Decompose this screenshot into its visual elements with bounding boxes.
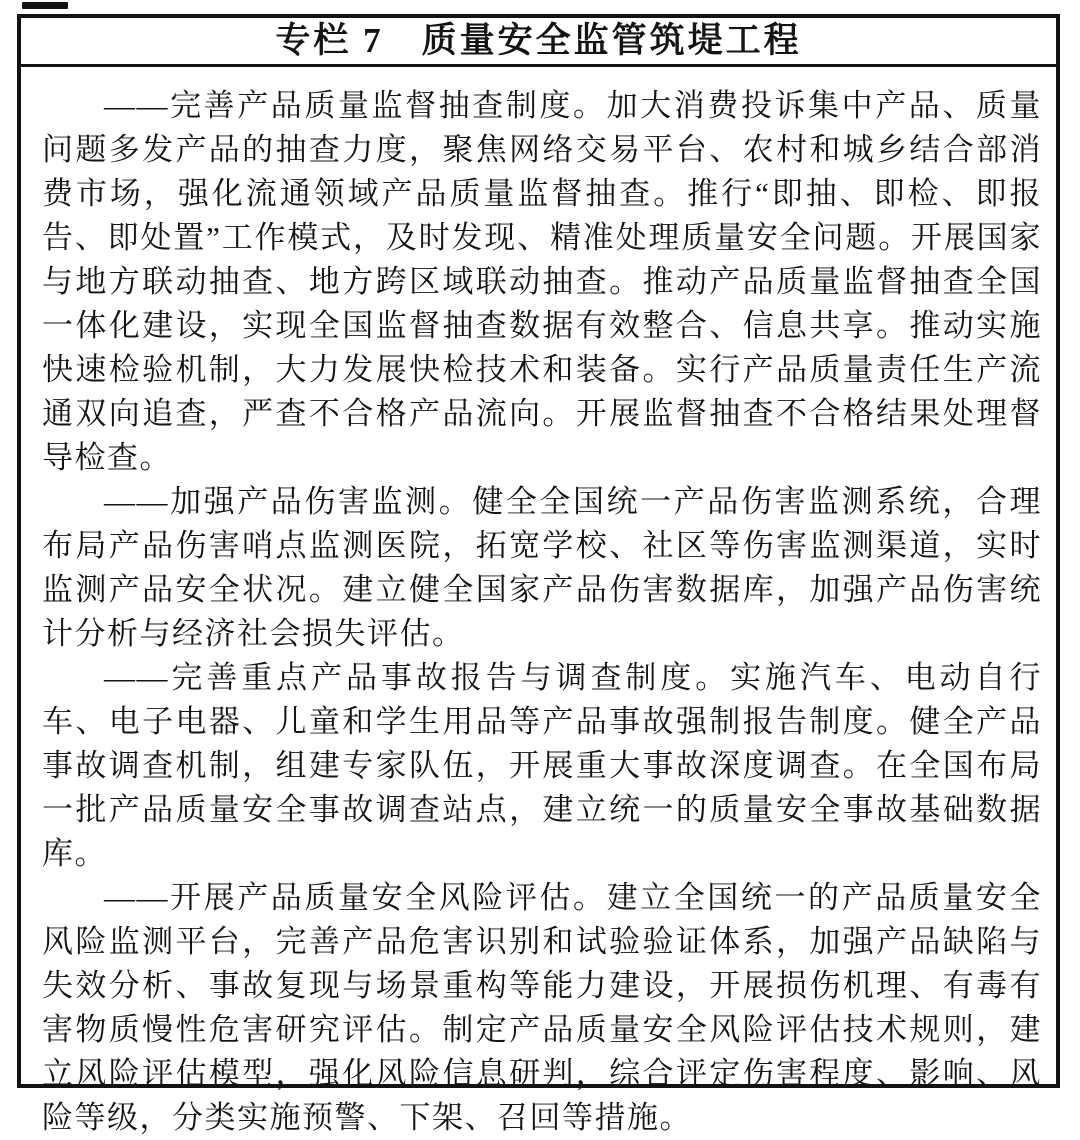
paragraph-injury-monitoring: ——加强产品伤害监测。健全全国统一产品伤害监测系统，合理布局产品伤害哨点监测医院，拓宽学校、社区等伤害监测渠道，实时监测产品安全状况。建立健全国家产品伤害数据库，加强产品伤害统计分析与经济社会损失评估。: [42, 484, 1042, 651]
paragraph-risk-assessment: ——开展产品质量安全风险评估。建立全国统一的产品质量安全风险监测平台，完善产品危害识别和试验验证体系，加强产品缺陷与失效分析、事故复现与场景重构等能力建设，开展损伤机理、有毒有害物质慢性危害研究评估。制定产品质量安全风险评估技术规则，建立风险评估模型，强化风险信息研判，综合评定伤害程度、影响、风险等级，分类实施预警、下架、召回等措施。: [42, 880, 1042, 1135]
panel-header: [21, 18, 1056, 67]
paragraph-supervision-sampling: ——完善产品质量监督抽查制度。加大消费投诉集中产品、质量问题多发产品的抽查力度，聚焦网络交易平台、农村和城乡结合部消费市场，强化流通领域产品质量监督抽查。推行“即抽、即检、即报告、即处置”工作模式，及时发现、精准处理质量安全问题。开展国家与地方联动抽查、地方跨区域联动抽查。推动产品质量监督抽查全国一体化建设，实现全国监督抽查数据有效整合、信息共享。推动实施快速检验机制，大力发展快检技术和装备。实行产品质量责任生产流通双向追查，严查不合格产品流向。开展监督抽查不合格结果处理督导检查。: [42, 88, 1042, 475]
panel-title: 专栏 7 质量安全监管筑堤工程: [275, 20, 802, 60]
scan-artifact-mark: [22, 2, 68, 9]
column-panel: [17, 14, 1060, 1135]
paragraph-accident-reporting: ——完善重点产品事故报告与调查制度。实施汽车、电动自行车、电子电器、儿童和学生用品等产品事故强制报告制度。健全产品事故调查机制，组建专家队伍，开展重大事故深度调查。在全国布局一批产品质量安全事故调查站点，建立统一的质量安全事故基础数据库。: [42, 660, 1042, 871]
panel-body: [21, 67, 1056, 1140]
